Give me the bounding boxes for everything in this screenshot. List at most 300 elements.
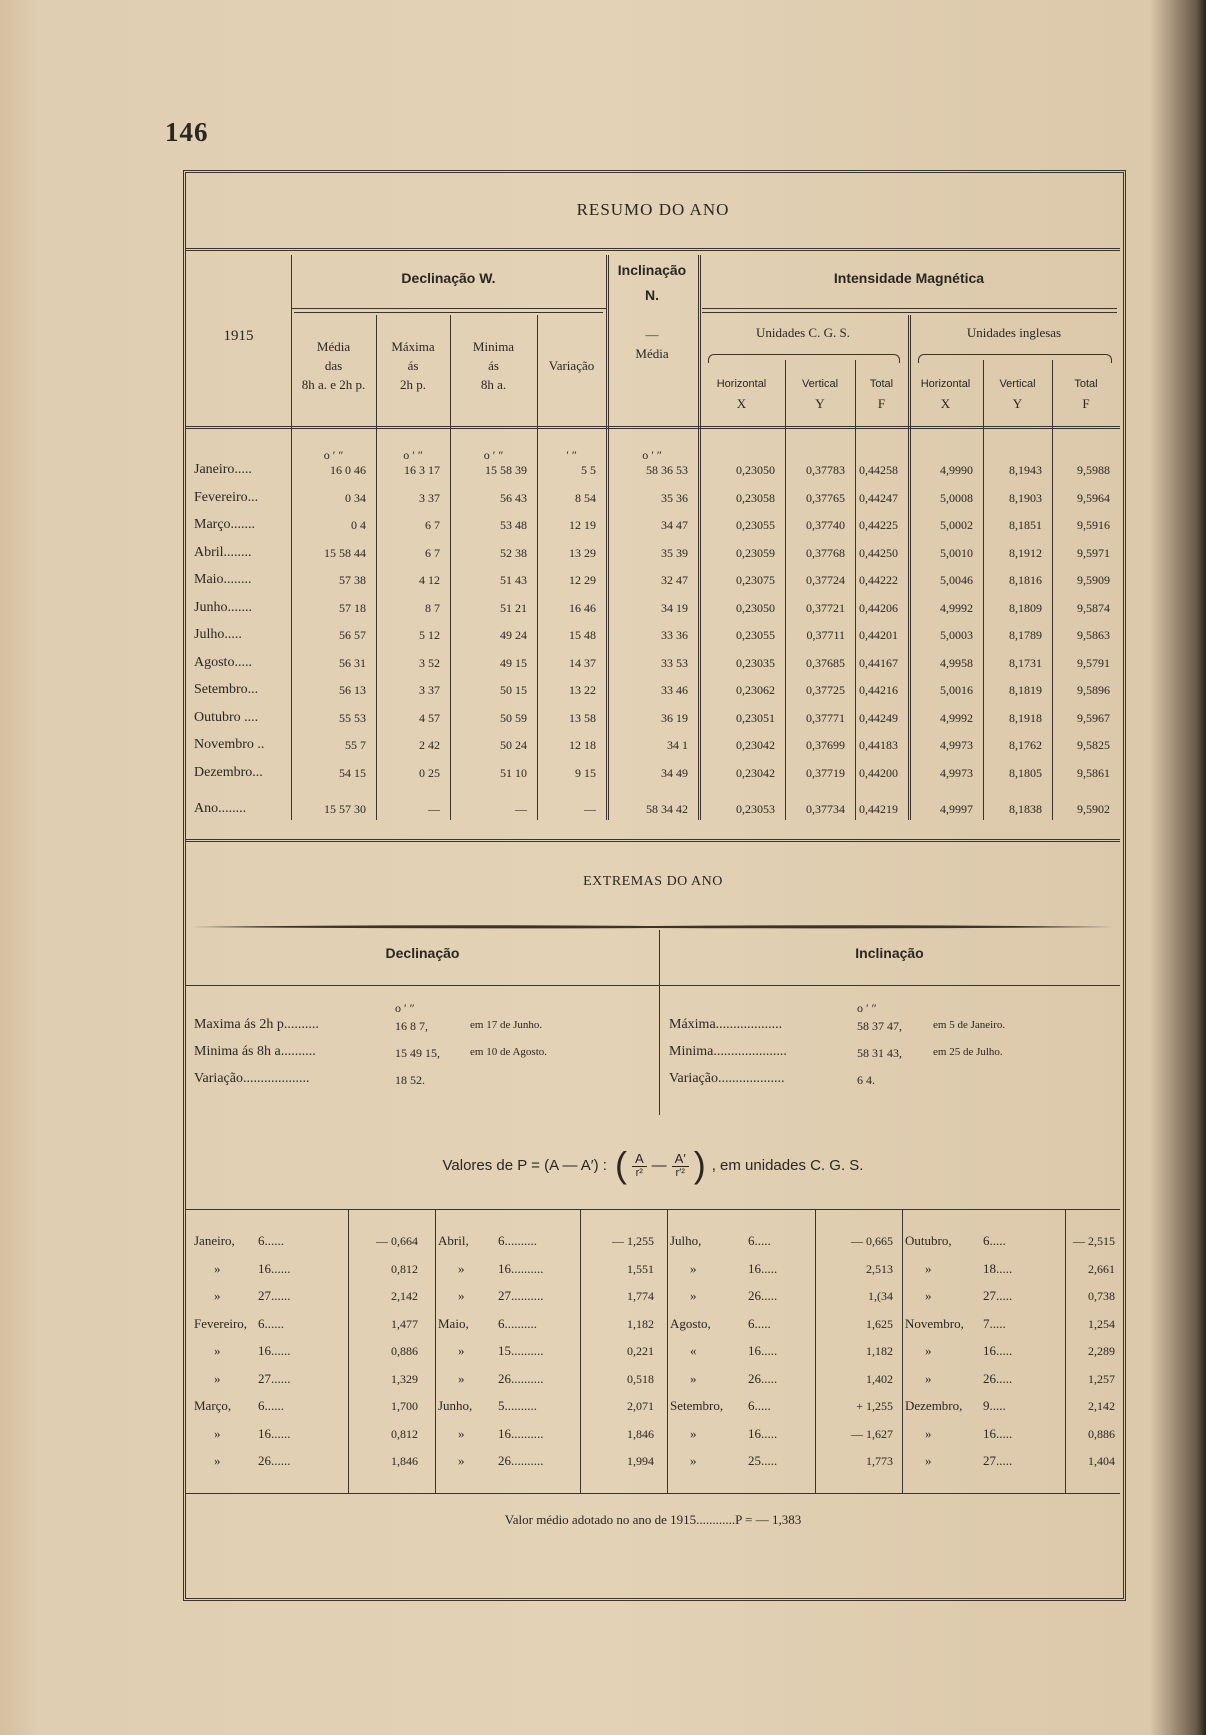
- cell-cx: 0,23062: [736, 683, 775, 697]
- rule: [291, 308, 606, 309]
- cell-inc: 34 49: [661, 765, 688, 780]
- subcol-header: Total: [869, 378, 894, 390]
- cell-inc: 33 46: [661, 683, 688, 697]
- valores-value: 1,551: [627, 1261, 654, 1276]
- cell-if: 9,5902: [1077, 802, 1110, 816]
- valores-value: 2,289: [1088, 1344, 1115, 1358]
- cell-max: 4 57: [419, 710, 440, 725]
- cell-if: 9,5863: [1077, 628, 1110, 642]
- cell-inc: 34 1: [667, 738, 688, 752]
- valores-value: 2,661: [1088, 1261, 1115, 1276]
- fraction-denominator: r²: [635, 1167, 643, 1179]
- formula-line: [186, 1140, 1120, 1190]
- valores-value: 1,402: [866, 1371, 893, 1386]
- cell-med: 15 58 44: [324, 545, 366, 560]
- month-label: Julho.....: [194, 627, 242, 642]
- cell-iy: 8,1762: [1009, 738, 1042, 752]
- cell-med: 0 34: [345, 490, 366, 505]
- valores-day: 26..........: [498, 1453, 544, 1468]
- month-label: Abril........: [194, 544, 252, 560]
- cell-cf: 0,44201: [859, 628, 898, 642]
- col-media-header: 8h a. e 2h p.: [301, 377, 366, 392]
- valores-day: 16.....: [983, 1343, 1013, 1358]
- cell-med: 0 4: [351, 518, 366, 532]
- valores-value: 2,071: [627, 1399, 654, 1413]
- valores-month: Maio,: [438, 1315, 469, 1331]
- valores-value: 0,886: [391, 1344, 418, 1358]
- col-media-header: das: [324, 358, 343, 373]
- valores-month: Julho,: [670, 1233, 702, 1248]
- cell-cf: 0,44206: [859, 600, 898, 615]
- cell-var: 14 37: [569, 655, 596, 670]
- valores-month: Abril,: [438, 1233, 469, 1248]
- valores-month: »: [925, 1343, 932, 1358]
- cell-var: 15 48: [569, 628, 596, 642]
- valores-month: »: [925, 1260, 932, 1276]
- cell-cf: 0,44167: [859, 655, 898, 670]
- cell-ix: 4,9990: [940, 463, 973, 477]
- valores-day: 26.....: [748, 1370, 778, 1386]
- extremas-label: Minima ás 8h a..........: [194, 1044, 316, 1059]
- cell-cf: 0,44222: [859, 573, 898, 587]
- valores-day: 27.....: [983, 1288, 1013, 1303]
- cell-med: 56 31: [339, 655, 366, 670]
- unit-marks: o ′ ″: [642, 448, 662, 462]
- cell-cf: 0,44258: [859, 463, 898, 477]
- valores-value: 2,142: [1088, 1399, 1115, 1413]
- cell-max: 3 37: [419, 490, 440, 505]
- extremas-label: Variação...................: [194, 1071, 310, 1086]
- col-maxima-header: Máxima: [391, 339, 435, 354]
- cell-min: 50 15: [500, 683, 527, 697]
- cell-cy: 0,37734: [806, 802, 845, 816]
- cell-if: 9,5896: [1077, 683, 1110, 697]
- cell-max: 0 25: [419, 765, 440, 780]
- subcol-header: Horizontal: [920, 378, 971, 390]
- cell-iy: 8,1943: [1009, 463, 1042, 477]
- cell-var: 12 29: [569, 573, 596, 587]
- cell-min: 51 21: [500, 600, 527, 615]
- valores-month: Fevereiro,: [194, 1315, 248, 1331]
- inclinacao-header-n: N.: [645, 287, 659, 303]
- cell-cf: 0,44225: [859, 518, 898, 532]
- extremas-value: 6 4.: [857, 1073, 875, 1087]
- valores-value: 1,182: [627, 1316, 654, 1331]
- cell-var: 12 18: [569, 738, 596, 752]
- cell-inc: 35 39: [661, 545, 688, 560]
- valores-day: 6.....: [983, 1233, 1006, 1248]
- valores-day: 16.....: [748, 1343, 778, 1358]
- cell-min: 52 38: [500, 545, 527, 560]
- cell-med: 56 13: [339, 683, 366, 697]
- cell-cx: 0,23035: [736, 655, 775, 670]
- valores-month: »: [925, 1425, 932, 1441]
- fraction-numerator: A: [632, 1151, 647, 1167]
- valores-month: »: [690, 1453, 697, 1468]
- valores-day: 6.....: [748, 1398, 771, 1413]
- extremas-note: em 17 de Junho.: [470, 1019, 543, 1031]
- valores-day: 26......: [258, 1453, 291, 1468]
- valores-day: 16..........: [498, 1425, 544, 1441]
- cell-if: 9,5825: [1077, 738, 1110, 752]
- valores-day: 16.....: [748, 1260, 778, 1276]
- valores-month: Agosto,: [670, 1315, 711, 1331]
- formula-suffix: , em unidades C. G. S.: [711, 1156, 864, 1174]
- cell-med: 55 53: [339, 710, 366, 725]
- cell-cx: 0,23059: [736, 545, 775, 560]
- cell-cf: 0,44200: [859, 765, 898, 780]
- cell-med: 56 57: [339, 628, 366, 642]
- cell-iy: 8,1816: [1009, 573, 1042, 587]
- column-divider: [667, 1210, 668, 1493]
- col-minima-header: 8h a.: [480, 377, 507, 392]
- cell-var: 13 58: [569, 710, 596, 725]
- month-label: Maio........: [194, 572, 252, 587]
- valores-month: »: [214, 1343, 221, 1358]
- subcol-header: Vertical: [801, 378, 839, 390]
- cell-cy: 0,37725: [806, 683, 845, 697]
- month-label: Junho.......: [194, 599, 252, 615]
- cell-ix: 4,9992: [940, 710, 973, 725]
- subcol-axis: X: [736, 396, 747, 411]
- cell-if: 9,5988: [1077, 463, 1110, 477]
- col-media-header: Média: [316, 339, 351, 354]
- rule: [702, 312, 1117, 313]
- valores-day: 16......: [258, 1343, 291, 1358]
- cell-max: 8 7: [425, 600, 440, 615]
- cell-iy: 8,1789: [1009, 628, 1042, 642]
- valores-value: 1,625: [866, 1316, 893, 1331]
- cell-ix: 4,9997: [940, 802, 973, 816]
- valores-value: 1,254: [1088, 1316, 1115, 1331]
- valores-month: »: [214, 1260, 221, 1276]
- valores-value: 1,182: [866, 1344, 893, 1358]
- cell-med: 55 7: [345, 738, 366, 752]
- extremas-value: 58 31 43,: [857, 1046, 902, 1060]
- valores-month: »: [690, 1288, 697, 1303]
- rule: [186, 426, 1120, 429]
- rule: [186, 248, 1120, 251]
- valores-value: 1,773: [866, 1454, 893, 1468]
- cell-cy: 0,37740: [806, 518, 845, 532]
- valores-day: 6..........: [498, 1233, 537, 1248]
- cell-cx: 0,23042: [736, 738, 775, 752]
- cell-if: 9,5791: [1077, 655, 1110, 670]
- valores-day: 6......: [258, 1398, 284, 1413]
- cell-inc: 34 19: [661, 600, 688, 615]
- cell-iy: 8,1903: [1009, 490, 1042, 505]
- valores-value: — 1,255: [612, 1234, 654, 1248]
- cell-var: 8 54: [575, 490, 596, 505]
- cell-cf: 0,44216: [859, 683, 898, 697]
- cell-cx: 0,23042: [736, 765, 775, 780]
- cell-ix: 4,9973: [940, 765, 973, 780]
- ornamental-rule: [192, 918, 1114, 926]
- rule: [186, 839, 1120, 842]
- cell-cy: 0,37771: [806, 710, 845, 725]
- valores-value: 1,329: [391, 1371, 418, 1386]
- cell-min: 53 48: [500, 518, 527, 532]
- cgs-units-header: Unidades C. G. S.: [756, 325, 850, 340]
- cell-iy: 8,1851: [1009, 518, 1042, 532]
- cell-max: 6 7: [425, 545, 440, 560]
- intensidade-header: Intensidade Magnética: [833, 270, 985, 286]
- cell-iy: 8,1838: [1009, 802, 1042, 816]
- cell-inc: 32 47: [661, 573, 688, 587]
- valores-month: »: [925, 1370, 932, 1386]
- cell-if: 9,5967: [1077, 710, 1110, 725]
- cell-min: 49 24: [500, 628, 527, 642]
- cell-inc: 35 36: [661, 490, 688, 505]
- valores-value: 0,518: [627, 1371, 654, 1386]
- valores-month: Janeiro,: [194, 1233, 235, 1248]
- valores-value: 1,774: [627, 1289, 654, 1303]
- cell-cy: 0,37711: [806, 628, 845, 642]
- cell-med: 57 38: [339, 573, 366, 587]
- valores-day: 6..........: [498, 1315, 537, 1331]
- valor-medio-footer: Valor médio adotado no ano de 1915............P = — 1,383: [504, 1512, 802, 1527]
- unit-marks: o ′ ″: [857, 1001, 877, 1015]
- cell-if: 9,5909: [1077, 573, 1110, 587]
- valores-month: »: [690, 1260, 697, 1276]
- cell-cy: 0,37768: [806, 545, 845, 560]
- cell-max: 6 7: [425, 518, 440, 532]
- valores-value: 1,477: [391, 1316, 418, 1331]
- valores-value: 1,(34: [868, 1289, 893, 1303]
- subcol-header: Vertical: [999, 378, 1036, 390]
- valores-value: 1,700: [391, 1399, 418, 1413]
- fraction-denominator: r′²: [675, 1167, 685, 1179]
- cell-ix: 5,0010: [940, 545, 973, 560]
- col-maxima-header: ás: [407, 358, 419, 373]
- cell-if: 9,5964: [1077, 490, 1110, 505]
- valores-month: Dezembro,: [905, 1398, 963, 1413]
- valores-day: 27......: [258, 1370, 291, 1386]
- valores-day: 27..........: [498, 1288, 544, 1303]
- valores-day: 16.....: [748, 1425, 778, 1441]
- cell-cy: 0,37719: [806, 765, 845, 780]
- fraction-numerator: A′: [672, 1151, 689, 1167]
- formula-prefix: Valores de P = (A — A′) :: [442, 1156, 607, 1174]
- cell-ix: 5,0003: [940, 628, 973, 642]
- cell-max: 16 3 17: [404, 463, 440, 477]
- valores-month: »: [458, 1288, 465, 1303]
- cell-inc: 58 36 53: [646, 463, 688, 477]
- valores-value: 1,846: [627, 1426, 654, 1441]
- col-variacao-header: Variação: [548, 358, 595, 373]
- valores-day: 16..........: [498, 1260, 544, 1276]
- month-label: Outubro ....: [194, 709, 259, 725]
- cell-var: 16 46: [569, 600, 596, 615]
- valores-value: 1,846: [391, 1454, 418, 1468]
- valores-value: — 0,664: [376, 1234, 418, 1248]
- valores-value: 0,221: [627, 1344, 654, 1358]
- valores-day: 16.....: [983, 1425, 1013, 1441]
- cell-max: 4 12: [419, 573, 440, 587]
- cell-med: 54 15: [339, 765, 366, 780]
- month-label: Dezembro...: [194, 764, 263, 780]
- cell-cx: 0,23050: [736, 463, 775, 477]
- valores-month: »: [214, 1288, 221, 1303]
- valores-day: 6......: [258, 1315, 284, 1331]
- cell-cy: 0,37724: [806, 573, 845, 587]
- valores-day: 25.....: [748, 1453, 778, 1468]
- unit-marks: o ′ ″: [483, 448, 504, 462]
- month-label: Fevereiro...: [194, 489, 259, 505]
- cell-var: 13 22: [569, 683, 596, 697]
- cell-if: 9,5916: [1077, 518, 1110, 532]
- extremas-value: 18 52.: [395, 1073, 425, 1087]
- valores-day: 6.....: [748, 1315, 771, 1331]
- fraction: [632, 1151, 647, 1179]
- cell-cx: 0,23050: [736, 600, 775, 615]
- valores-day: 18.....: [983, 1260, 1013, 1276]
- valores-day: 15..........: [498, 1343, 544, 1358]
- cell-med: 16 0 46: [330, 463, 366, 477]
- valores-month: »: [690, 1425, 697, 1441]
- cell-med: 57 18: [339, 600, 366, 615]
- cell-var: 13 29: [569, 545, 596, 560]
- cell-var: 5 5: [581, 463, 596, 477]
- valores-month: »: [690, 1370, 697, 1386]
- valores-day: 9.....: [983, 1398, 1006, 1413]
- cell-ix: 4,9992: [940, 600, 973, 615]
- rule: [294, 312, 603, 313]
- valores-month: »: [214, 1425, 221, 1441]
- cell-min: 51 43: [500, 573, 527, 587]
- paren-open: (: [614, 1144, 627, 1185]
- cell-inc: 34 47: [661, 518, 688, 532]
- extremas-label: Minima.....................: [669, 1044, 787, 1059]
- valores-day: 7.....: [983, 1315, 1006, 1331]
- cell-inc: 33 36: [661, 628, 688, 642]
- valores-day: 16......: [258, 1425, 291, 1441]
- cell-inc: 58 34 42: [646, 802, 688, 816]
- cell-var: 9 15: [575, 765, 596, 780]
- cell-iy: 8,1918: [1009, 710, 1042, 725]
- extremas-value: 15 49 15,: [395, 1046, 440, 1060]
- cell-cx: 0,23051: [736, 710, 775, 725]
- english-units-header: Unidades inglesas: [966, 325, 1062, 340]
- col-minima-header: Minima: [472, 339, 515, 354]
- valores-month: Setembro,: [670, 1398, 724, 1413]
- cell-iy: 8,1731: [1009, 655, 1042, 670]
- cell-var: 12 19: [569, 518, 596, 532]
- extremas-inclinacao-header: Inclinação: [855, 945, 924, 961]
- cell-max: —: [428, 802, 440, 816]
- valores-month: »: [458, 1453, 465, 1468]
- valores-month: »: [458, 1425, 465, 1441]
- resumo-title: RESUMO DO ANO: [576, 200, 730, 219]
- cell-ix: 5,0008: [940, 490, 973, 505]
- valores-day: 5..........: [498, 1398, 537, 1413]
- valores-value: 0,812: [391, 1261, 418, 1276]
- valores-value: 1,994: [627, 1454, 654, 1468]
- month-label: Ano........: [194, 801, 247, 816]
- cell-max: 3 37: [419, 683, 440, 697]
- valores-month: »: [925, 1453, 932, 1468]
- cell-cf: 0,44183: [859, 738, 898, 752]
- valores-value: 0,812: [391, 1426, 418, 1441]
- valores-day: 6......: [258, 1233, 284, 1248]
- subcol-header: Total: [1074, 378, 1098, 390]
- cell-cy: 0,37685: [806, 655, 845, 670]
- cell-iy: 8,1819: [1009, 683, 1042, 697]
- col-incl-media-header: Média: [635, 346, 669, 361]
- cell-ix: 4,9958: [940, 655, 973, 670]
- extremas-note: em 25 de Julho.: [933, 1046, 1003, 1058]
- fraction: [672, 1151, 689, 1179]
- valores-month: «: [690, 1343, 697, 1358]
- valores-month: Outubro,: [905, 1233, 952, 1248]
- valores-month: Novembro,: [905, 1315, 964, 1331]
- valores-value: 1,257: [1088, 1371, 1115, 1386]
- col-maxima-header: 2h p.: [400, 377, 426, 392]
- month-label: Março.......: [194, 517, 256, 532]
- rule: [186, 985, 1120, 986]
- cell-inc: 36 19: [661, 710, 688, 725]
- extremas-note: em 5 de Janeiro.: [933, 1019, 1006, 1031]
- cell-cy: 0,37765: [806, 490, 845, 505]
- cell-min: 50 59: [500, 710, 527, 725]
- valores-day: 6.....: [748, 1233, 771, 1248]
- valores-day: 26.....: [983, 1370, 1013, 1386]
- cell-max: 3 52: [419, 655, 440, 670]
- col-incl-media-header: —: [645, 327, 659, 342]
- minus-sign: —: [651, 1156, 667, 1174]
- valores-day: 27.....: [983, 1453, 1013, 1468]
- cell-cy: 0,37783: [806, 463, 845, 477]
- cell-cf: 0,44250: [859, 545, 898, 560]
- cell-ix: 5,0046: [940, 573, 973, 587]
- rule: [702, 308, 1117, 309]
- extremas-title: EXTREMAS DO ANO: [583, 874, 723, 889]
- extremas-value: 58 37 47,: [857, 1019, 902, 1033]
- cell-var: —: [584, 802, 596, 816]
- subcol-axis: Y: [1012, 396, 1023, 411]
- extremas-value: 16 8 7,: [395, 1019, 428, 1033]
- brace: [708, 354, 900, 363]
- cell-cf: 0,44219: [859, 802, 898, 816]
- valores-value: 2,513: [866, 1261, 893, 1276]
- month-label: Setembro...: [194, 682, 259, 697]
- month-label: Janeiro.....: [194, 462, 252, 477]
- extremas-label: Máxima...................: [669, 1017, 783, 1032]
- declinacao-header: Declinação W.: [401, 270, 496, 286]
- subcol-axis: X: [940, 396, 951, 411]
- page-number: 146: [165, 117, 209, 147]
- column-divider: [435, 1210, 436, 1493]
- extremas-declinacao-header: Declinação: [385, 945, 460, 961]
- cell-ix: 5,0002: [940, 518, 973, 532]
- valores-month: Junho,: [438, 1398, 473, 1413]
- cell-cx: 0,23053: [736, 802, 775, 816]
- valores-day: 16......: [258, 1260, 291, 1276]
- valores-value: 1,404: [1088, 1454, 1115, 1468]
- extremas-label: Variação...................: [669, 1071, 785, 1086]
- valores-month: »: [458, 1260, 465, 1276]
- cell-if: 9,5874: [1077, 600, 1110, 615]
- valores-month: »: [458, 1343, 465, 1358]
- unit-marks: ′ ″: [566, 448, 577, 462]
- brace: [918, 354, 1112, 363]
- extremas-label: Maxima ás 2h p..........: [194, 1017, 319, 1032]
- column-divider: [902, 1210, 903, 1493]
- rule: [186, 1209, 1120, 1210]
- cell-ix: 5,0016: [940, 683, 973, 697]
- valores-value: + 1,255: [856, 1399, 893, 1413]
- cell-if: 9,5861: [1077, 765, 1110, 780]
